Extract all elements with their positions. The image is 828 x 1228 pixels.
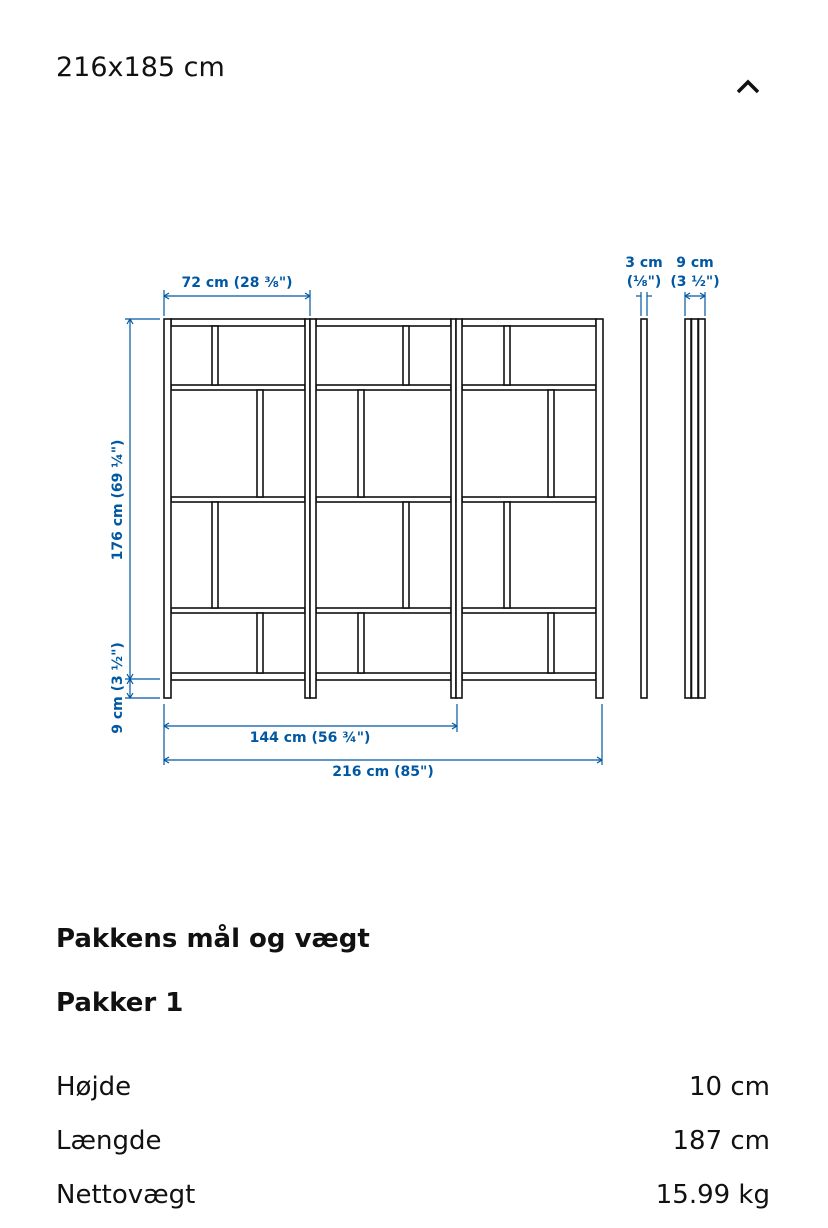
post xyxy=(310,319,316,698)
dim-section-width: 72 cm (28 ⅜") xyxy=(181,275,293,291)
top-rail xyxy=(171,319,305,326)
row-value: 15.99 kg xyxy=(655,1180,770,1210)
package-row-length xyxy=(56,1126,770,1156)
row-value: 187 cm xyxy=(672,1126,770,1156)
divider xyxy=(548,390,554,497)
divider xyxy=(358,390,364,497)
post-edge xyxy=(698,319,699,698)
shelf xyxy=(462,385,596,390)
dim-post-depth: 9 cm xyxy=(676,255,714,271)
shelf xyxy=(316,385,451,390)
package-heading: Pakkens mål og vægt xyxy=(56,924,370,954)
divider xyxy=(212,326,218,385)
post xyxy=(164,319,171,698)
top-rail xyxy=(462,319,596,326)
divider xyxy=(212,502,218,608)
divider xyxy=(358,613,364,673)
product-size-title: 216x185 cm xyxy=(56,52,225,83)
shelf xyxy=(171,497,305,502)
divider xyxy=(257,390,263,497)
package-row-weight xyxy=(56,1180,770,1210)
post xyxy=(456,319,462,698)
chevron-up-icon[interactable] xyxy=(734,76,762,98)
divider xyxy=(257,613,263,673)
dim-base-height: 9 cm (3 ½") xyxy=(110,642,126,734)
package-subheading: Pakker 1 xyxy=(56,988,184,1018)
divider xyxy=(403,502,409,608)
divider xyxy=(548,613,554,673)
dim-post-thickness-in: (⅛") xyxy=(626,274,662,290)
divider xyxy=(504,326,510,385)
side-post-thin xyxy=(641,319,647,698)
shelf xyxy=(316,497,451,502)
shelf xyxy=(316,608,451,613)
shelf-frame xyxy=(164,319,705,698)
base-rail xyxy=(462,673,596,680)
dim-height: 176 cm (69 ¼") xyxy=(110,439,126,561)
divider xyxy=(403,326,409,385)
row-label: Længde xyxy=(56,1126,162,1156)
dim-two-section-width: 144 cm (56 ¾") xyxy=(249,730,371,746)
shelf xyxy=(462,497,596,502)
shelf-dimension-diagram xyxy=(0,240,828,800)
shelf xyxy=(171,608,305,613)
shelf xyxy=(171,385,305,390)
base-rail xyxy=(316,673,451,680)
dim-total-width: 216 cm (85") xyxy=(332,764,434,780)
package-row-height xyxy=(56,1072,770,1102)
base-rail xyxy=(171,673,305,680)
post xyxy=(596,319,603,698)
top-rail xyxy=(316,319,451,326)
side-post-thick xyxy=(685,319,705,698)
row-label: Nettovægt xyxy=(56,1180,196,1210)
divider xyxy=(504,502,510,608)
shelf xyxy=(462,608,596,613)
dim-post-thickness: 3 cm xyxy=(625,255,663,271)
row-label: Højde xyxy=(56,1072,132,1102)
post-edge xyxy=(691,319,692,698)
dim-post-depth-in: (3 ½") xyxy=(670,274,720,290)
row-value: 10 cm xyxy=(689,1072,770,1102)
